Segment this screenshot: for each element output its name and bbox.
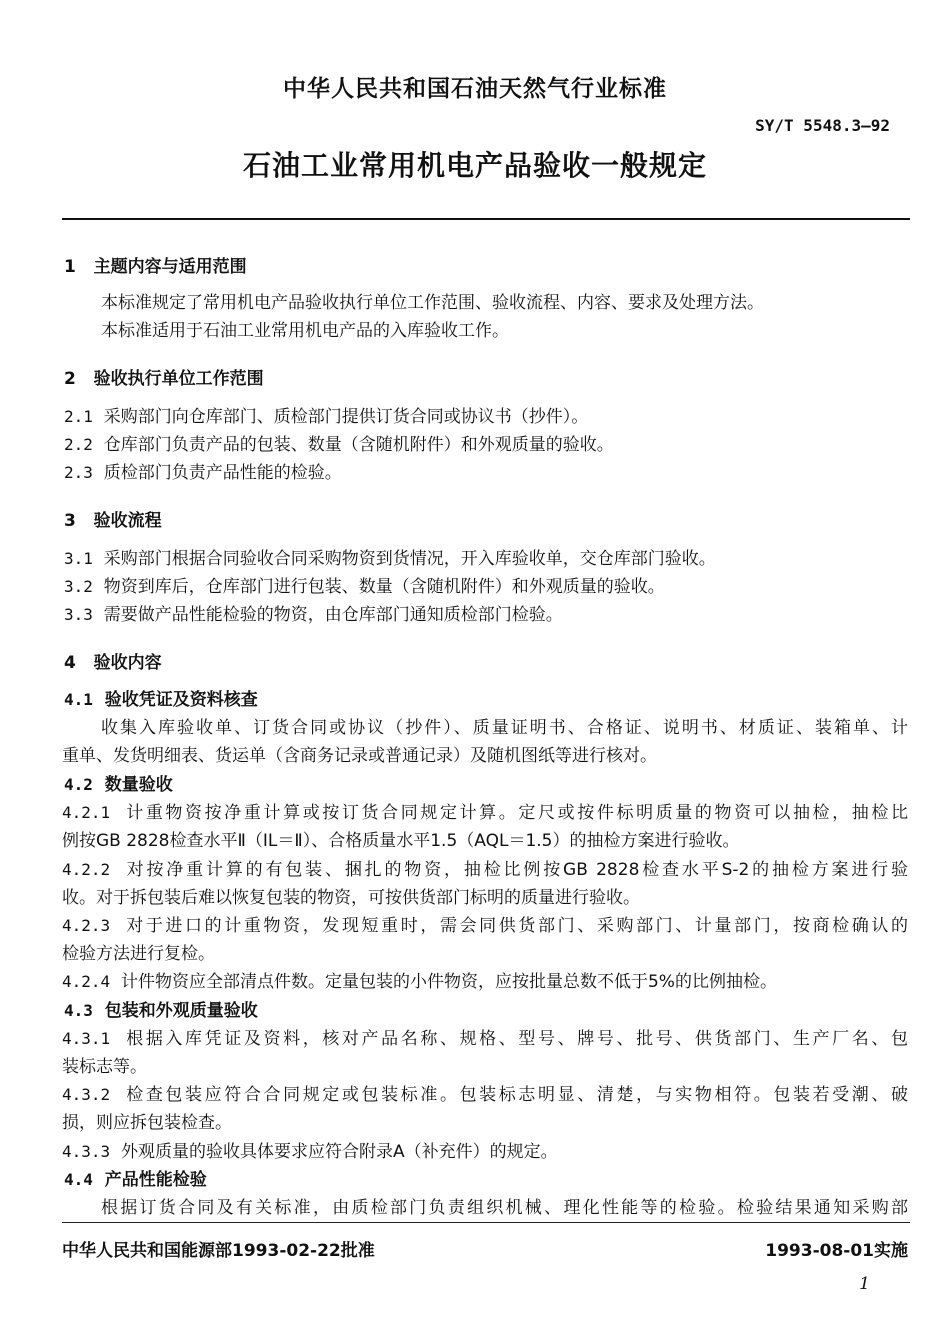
clause-number: 3.1 — [64, 549, 93, 568]
clause-line: 装标志等。 — [62, 1057, 147, 1077]
subsection-title: 数量验收 — [104, 775, 173, 795]
subsection-4-1-heading — [64, 685, 258, 710]
footer-rule — [62, 1222, 910, 1223]
section-title: 验收内容 — [93, 653, 162, 673]
clause-line — [62, 798, 908, 823]
subsection-title: 包装和外观质量验收 — [104, 1001, 258, 1021]
paragraph-line: 收集入库验收单、订货合同或协议（抄件）、质量证明书、合格证、说明书、材质证、装箱单、计 — [101, 718, 908, 738]
clause-line: 检验方法进行复检。 — [62, 944, 215, 964]
section-number: 3 — [64, 511, 76, 531]
subsection-4-3-heading — [64, 996, 258, 1021]
clause-text: 仓库部门负责产品的包装、数量（含随机附件）和外观质量的验收。 — [103, 435, 614, 455]
clause-text: 根据入库凭证及资料，核对产品名称、规格、型号、牌号、批号、供货部门、生产厂名、包 — [126, 1029, 908, 1049]
subsection-number: 4.3 — [64, 1001, 93, 1020]
clause-line: 例按GB 2828检查水平Ⅱ（IL＝Ⅱ）、合格质量水平1.5（AQL＝1.5）的抽检方案进行验收。 — [62, 831, 740, 851]
subsection-4-2-heading — [64, 770, 173, 795]
clause — [64, 402, 588, 427]
clause-number: 4.2.1 — [62, 803, 111, 822]
subsection-4-4-heading — [64, 1165, 207, 1190]
clause-text: 计件物资应全部清点件数。定量包装的小件物资，应按批量总数不低于5%的比例抽检。 — [120, 972, 777, 992]
clause-text: 质检部门负责产品性能的检验。 — [103, 463, 342, 483]
clause-number: 4.3.2 — [62, 1085, 111, 1104]
clause-text: 对按净重计算的有包装、捆扎的物资，抽检比例按GB 2828检查水平S-2的抽检方案进行验 — [126, 860, 908, 880]
section-1-heading — [64, 252, 247, 277]
clause — [64, 600, 563, 625]
paragraph-line: 重单、发货明细表、货运单（含商务记录或普通记录）及随机图纸等进行核对。 — [62, 746, 657, 766]
standard-code: SY/T 5548.3—92 — [755, 116, 890, 135]
clause-number: 4.2.2 — [62, 860, 111, 879]
section-number: 4 — [64, 653, 76, 673]
clause — [64, 458, 342, 483]
clause-number: 4.2.4 — [62, 972, 111, 991]
paragraph: 本标准规定了常用机电产品验收执行单位工作范围、验收流程、内容、要求及处理方法。 — [101, 293, 764, 313]
clause — [64, 544, 716, 569]
clause — [64, 430, 614, 455]
paragraph: 本标准适用于石油工业常用机电产品的入库验收工作。 — [101, 321, 509, 341]
standard-organization: 中华人民共和国石油天然气行业标准 — [283, 76, 667, 102]
clause-text: 外观质量的验收具体要求应符合附录A（补充件）的规定。 — [120, 1142, 558, 1162]
clause-number: 2.3 — [64, 463, 93, 482]
clause-line — [62, 855, 908, 880]
subsection-number: 4.1 — [64, 690, 93, 709]
clause-text: 检查包装应符合合同规定或包装标准。包装标志明显、清楚，与实物相符。包装若受潮、破 — [126, 1085, 908, 1105]
clause-line: 收。对于拆包装后难以恢复包装的物资，可按供货部门标明的质量进行验收。 — [62, 888, 640, 908]
clause-line — [62, 1024, 908, 1049]
clause-text: 需要做产品性能检验的物资，由仓库部门通知质检部门检验。 — [103, 605, 563, 625]
page-number: 1 — [859, 1274, 870, 1294]
clause-number: 2.2 — [64, 435, 93, 454]
clause-text: 物资到库后，仓库部门进行包装、数量（含随机附件）和外观质量的验收。 — [103, 577, 665, 597]
clause-number: 2.1 — [64, 407, 93, 426]
clause-text: 采购部门根据合同验收合同采购物资到货情况，开入库验收单，交仓库部门验收。 — [103, 549, 716, 569]
section-title: 验收执行单位工作范围 — [93, 369, 264, 389]
subsection-number: 4.2 — [64, 775, 93, 794]
clause-line — [62, 1080, 908, 1105]
document-title: 石油工业常用机电产品验收一般规定 — [242, 149, 707, 182]
clause-line — [62, 911, 908, 936]
section-title: 验收流程 — [93, 511, 162, 531]
clause — [64, 572, 665, 597]
clause-number: 3.3 — [64, 605, 93, 624]
clause-text: 计重物资按净重计算或按订货合同规定计算。定尺或按件标明质量的物资可以抽检，抽检比 — [126, 803, 908, 823]
section-2-heading — [64, 364, 264, 389]
clause-number: 3.2 — [64, 577, 93, 596]
clause-line — [62, 1137, 558, 1162]
subsection-title: 验收凭证及资料核查 — [104, 690, 258, 710]
clause-text: 对于进口的计重物资，发现短重时，需会同供货部门、采购部门、计量部门，按商检确认的 — [126, 916, 908, 936]
section-3-heading — [64, 506, 162, 531]
clause-text: 采购部门向仓库部门、质检部门提供订货合同或协议书（抄件）。 — [103, 407, 589, 427]
header-rule — [62, 218, 910, 220]
section-number: 2 — [64, 369, 76, 389]
section-title: 主题内容与适用范围 — [93, 257, 247, 277]
approval-statement: 中华人民共和国能源部1993-02-22批准 — [62, 1241, 375, 1261]
clause-number: 4.3.1 — [62, 1029, 111, 1048]
clause-number: 4.2.3 — [62, 916, 111, 935]
section-4-heading — [64, 648, 162, 673]
section-number: 1 — [64, 257, 76, 277]
paragraph-line: 根据订货合同及有关标准，由质检部门负责组织机械、理化性能等的检验。检验结果通知采购部 — [101, 1198, 908, 1218]
implementation-date: 1993-08-01实施 — [765, 1241, 908, 1261]
clause-number: 4.3.3 — [62, 1142, 111, 1161]
clause-line: 损，则应拆包装检查。 — [62, 1113, 232, 1133]
subsection-title: 产品性能检验 — [104, 1170, 207, 1190]
clause-line — [62, 967, 777, 992]
subsection-number: 4.4 — [64, 1170, 93, 1189]
